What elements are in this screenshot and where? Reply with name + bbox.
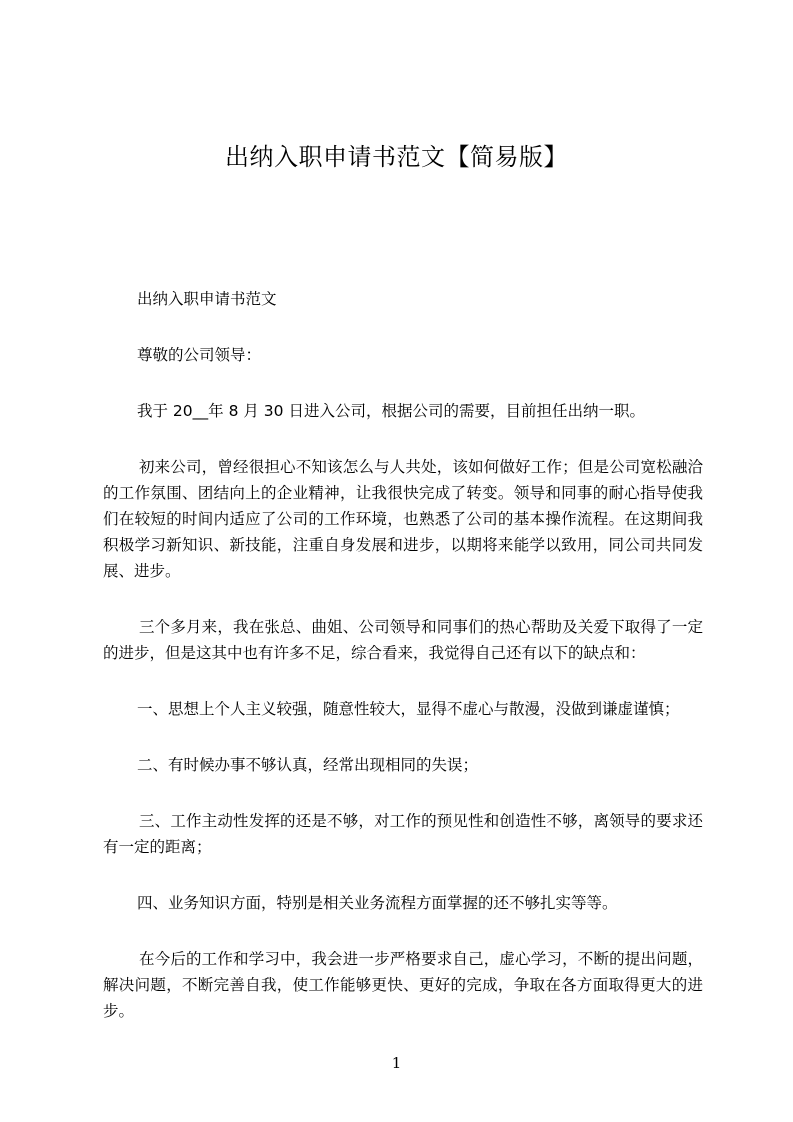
- paragraph-future-plan: 在今后的工作和学习中，我会进一步严格要求自己，虚心学习，不断的提出问题，解决问题，不断完善自我，使工作能够更快、更好的完成，争取在各方面取得更大的进步。: [103, 950, 703, 1020]
- paragraph-intro: 我于 20__年 8 月 30 日进入公司，根据公司的需要，目前担任出纳一职。: [137, 402, 645, 420]
- page-number: 1: [391, 1054, 402, 1072]
- paragraph-shortcoming-2: 二、有时候办事不够认真，经常出现相同的失误；: [137, 756, 479, 774]
- paragraph-shortcoming-3: 三、工作主动性发挥的还是不够，对工作的预见性和创造性不够，离领导的要求还有一定的距离；: [103, 812, 703, 856]
- paragraph-salutation: 尊敬的公司领导：: [137, 346, 262, 364]
- paragraph-shortcoming-1: 一、思想上个人主义较强，随意性较大，显得不虚心与散漫，没做到谦虚谨慎；: [137, 700, 680, 718]
- document-title: 出纳入职申请书范文【简易版】: [225, 143, 568, 171]
- paragraph-shortcoming-4: 四、业务知识方面，特别是相关业务流程方面掌握的还不够扎实等等。: [137, 894, 618, 912]
- paragraph-progress: 三个多月来，我在张总、曲姐、公司领导和同事们的热心帮助及关爱下取得了一定的进步，但是这其中也有许多不足，综合看来，我觉得自己还有以下的缺点和：: [103, 618, 703, 662]
- paragraph-heading: 出纳入职申请书范文: [137, 290, 277, 308]
- document-body: [103, 286, 703, 1054]
- paragraph-adaptation: 初来公司，曾经很担心不知该怎么与人共处，该如何做好工作；但是公司宽松融洽的工作氛围、团结向上的企业精神，让我很快完成了转变。领导和同事的耐心指导使我们在较短的时间内适应了公司的工作环境，也熟悉了公司的基本操作流程。在这期间我积极学习新知识、新技能，注重自身发展和进步，以期将来能学以致用，同公司共同发展、进步。: [103, 458, 703, 580]
